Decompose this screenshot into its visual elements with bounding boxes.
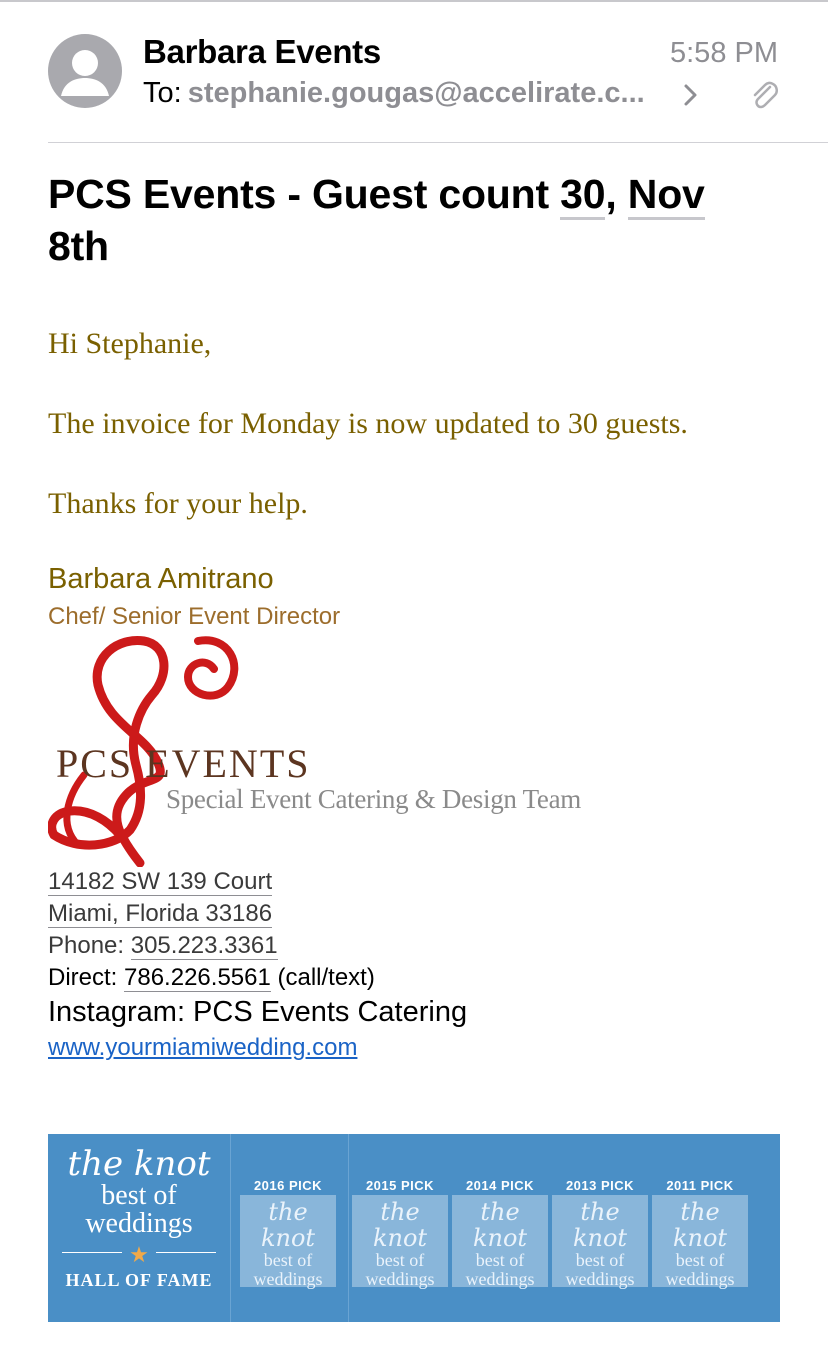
- banner-divider: [230, 1134, 231, 1322]
- badge-best: best of: [375, 1250, 425, 1270]
- email-subject: [48, 168, 788, 272]
- badge-2011: [652, 1178, 748, 1287]
- header-divider: [48, 142, 828, 143]
- hof-best-of: best of: [101, 1180, 177, 1211]
- badge-year: 2015 PICK: [365, 1178, 435, 1193]
- subject-day: 8th: [48, 223, 109, 269]
- address-line2[interactable]: Miami, Florida 33186: [48, 900, 273, 927]
- badge-best: best of: [475, 1250, 525, 1270]
- logo-wordmark: PCS EVENTS: [56, 741, 311, 786]
- badge-knot: the knot: [672, 1198, 728, 1252]
- subject-text: PCS Events - Guest count: [48, 171, 561, 217]
- badge-2014: [452, 1178, 548, 1287]
- hall-of-fame-badge: [48, 1134, 230, 1322]
- recipient-address[interactable]: stephanie.gougas@accelirate.c...: [187, 77, 645, 109]
- badge-box: [352, 1195, 448, 1287]
- timestamp: 5:58 PM: [670, 37, 778, 69]
- hof-weddings: weddings: [85, 1208, 193, 1239]
- star-icon: ★: [129, 1242, 149, 1267]
- banner-divider: [348, 1134, 349, 1322]
- to-label: To:: [143, 77, 182, 109]
- avatar-icon[interactable]: [48, 34, 122, 108]
- badge-knot: the knot: [372, 1198, 428, 1252]
- address-line1-link[interactable]: [48, 868, 272, 896]
- badge-year: 2013 PICK: [565, 1178, 635, 1193]
- badge-knot: the knot: [260, 1198, 316, 1252]
- badge-year: 2011 PICK: [666, 1178, 734, 1193]
- badge-2013: [552, 1178, 648, 1287]
- badge-year: 2016 PICK: [253, 1178, 323, 1193]
- badge-knot: the knot: [572, 1198, 628, 1252]
- direct-row: [48, 964, 375, 992]
- badge-weddings: weddings: [565, 1269, 635, 1289]
- logo-tagline: Special Event Catering & Design Team: [166, 784, 581, 814]
- website-link[interactable]: www.yourmiamiwedding.com: [48, 1034, 358, 1061]
- body-line-invoice: The invoice for Monday is now updated to 30 guests.: [48, 407, 688, 440]
- badge-knot: the knot: [472, 1198, 528, 1252]
- badge-box: [552, 1195, 648, 1287]
- signature-title: Chef/ Senior Event Director: [48, 603, 341, 630]
- badge-best: best of: [263, 1250, 313, 1270]
- badge-box: [240, 1195, 336, 1287]
- badge-box: [452, 1195, 548, 1287]
- subject-space: [617, 171, 628, 217]
- subject-date-link[interactable]: Nov: [628, 171, 705, 220]
- knot-awards-banner[interactable]: [48, 1134, 780, 1322]
- paperclip-icon[interactable]: [748, 78, 780, 112]
- sender-name[interactable]: Barbara Events: [143, 33, 381, 70]
- recipient-row[interactable]: [143, 77, 645, 110]
- phone-link[interactable]: 305.223.3361: [130, 932, 278, 959]
- phone-row: [48, 932, 278, 960]
- subject-guest-count-link[interactable]: 30: [560, 171, 605, 220]
- direct-label: Direct:: [48, 964, 125, 991]
- address-line2-link[interactable]: [48, 900, 272, 928]
- body-line-thanks: Thanks for your help.: [48, 487, 308, 520]
- badge-weddings: weddings: [253, 1269, 323, 1289]
- badge-year: 2014 PICK: [465, 1178, 535, 1193]
- chevron-right-icon[interactable]: [680, 80, 702, 110]
- badge-weddings: weddings: [365, 1269, 435, 1289]
- instagram-text: Instagram: PCS Events Catering: [48, 996, 468, 1028]
- badge-box: [652, 1195, 748, 1287]
- top-border: [0, 0, 828, 2]
- badge-2015: [352, 1178, 448, 1287]
- phone-label: Phone:: [48, 932, 131, 959]
- signature-name: Barbara Amitrano: [48, 563, 274, 595]
- badge-best: best of: [675, 1250, 725, 1270]
- greeting-text: Hi Stephanie,: [48, 327, 212, 360]
- hof-best-text: [48, 1182, 230, 1238]
- direct-suffix: (call/text): [270, 964, 375, 991]
- hof-knot-text: the knot: [67, 1144, 211, 1184]
- direct-phone-link[interactable]: 786.226.5561: [124, 964, 271, 991]
- address-line1[interactable]: 14182 SW 139 Court: [48, 868, 273, 895]
- hof-hall-text: HALL OF FAME: [65, 1270, 213, 1290]
- badge-weddings: weddings: [465, 1269, 535, 1289]
- badge-2016: [240, 1178, 336, 1287]
- badge-best: best of: [575, 1250, 625, 1270]
- badge-weddings: weddings: [665, 1269, 735, 1289]
- subject-comma: ,: [605, 171, 617, 217]
- hof-rule-right: [156, 1252, 216, 1253]
